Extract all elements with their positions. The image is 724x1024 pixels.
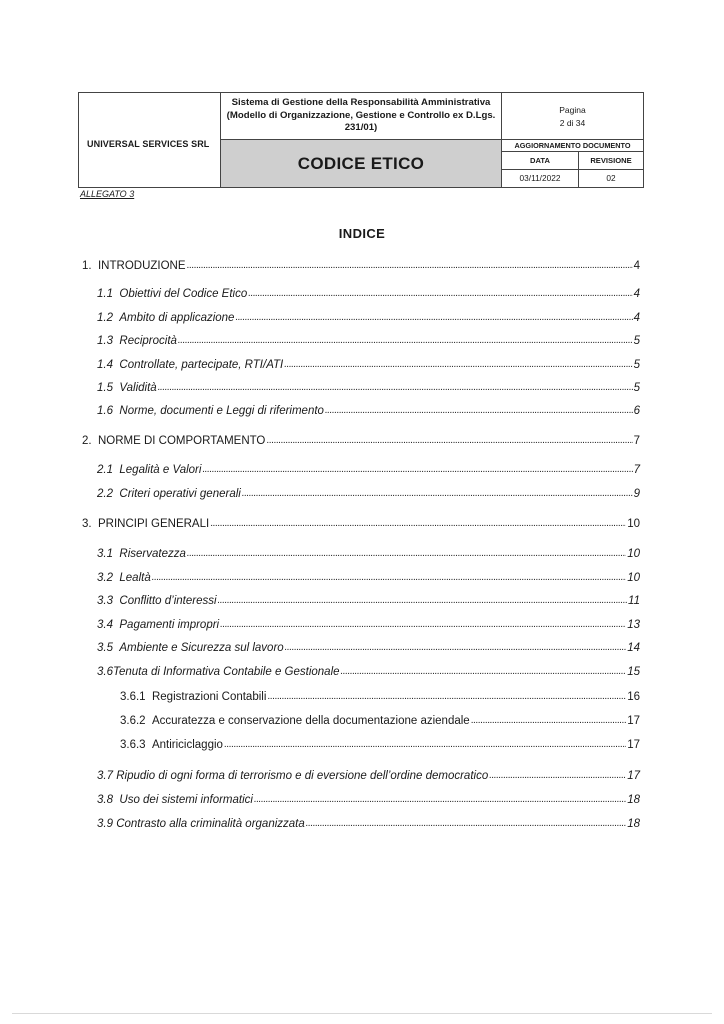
toc-leader-dots [202, 461, 632, 478]
toc-entry-number: 2.1 [97, 464, 113, 476]
toc-entry[interactable] [97, 570, 640, 586]
toc-entry-page: 5 [633, 335, 640, 347]
toc-entry-number: 3.6.2 [120, 715, 146, 727]
toc-entry-page: 5 [633, 382, 640, 394]
toc-leader-dots [220, 616, 626, 633]
toc-entry[interactable] [97, 640, 640, 656]
toc-entry-page: 18 [627, 794, 640, 806]
toc-leader-dots [341, 663, 627, 680]
toc-entry-label: Criteri operativi generali [119, 488, 241, 500]
doc-title: CODICE ETICO [297, 153, 425, 173]
toc-leader-dots [254, 791, 626, 808]
allegato-label: ALLEGATO 3 [80, 189, 135, 199]
date-value: 03/11/2022 [501, 170, 579, 187]
page-value: 2 di 34 [559, 118, 586, 128]
document-header-table [78, 92, 644, 188]
toc-entry-label: PRINCIPI GENERALI [97, 518, 210, 530]
toc-entry[interactable] [97, 768, 640, 784]
toc-entry-page: 18 [627, 818, 640, 830]
toc-entry-page: 10 [627, 548, 640, 560]
toc-entry[interactable] [97, 310, 640, 326]
toc-entry[interactable] [97, 462, 640, 478]
toc-entry-page: 16 [627, 691, 640, 703]
toc-entry-number: 3.6 [97, 666, 113, 678]
toc-entry-page: 13 [627, 619, 640, 631]
toc-entry-page: 5 [633, 359, 640, 371]
toc-leader-dots [284, 356, 632, 373]
toc-entry-label: Controllate, partecipate, RTI/ATI [119, 359, 284, 371]
toc-entry-number: 1.2 [97, 312, 113, 324]
toc-entry-number: 1.4 [97, 359, 113, 371]
toc-entry[interactable] [97, 403, 640, 419]
page-label: Pagina [559, 105, 586, 115]
toc-entry-number: 1.6 [97, 405, 113, 417]
toc-entry-label: Antiriciclaggio [151, 739, 223, 751]
toc-entry-number: 3.5 [97, 642, 113, 654]
toc-entry-number: 3.9 [97, 818, 113, 830]
toc-entry-label: Reciprocità [119, 335, 177, 347]
toc-entry-label: Ambiente e Sicurezza sul lavoro [119, 642, 284, 654]
toc-entry-number: 3. [82, 518, 92, 530]
toc-leader-dots [152, 569, 626, 586]
revision-label: REVISIONE [579, 152, 643, 170]
toc-entry-page: 7 [633, 464, 640, 476]
doc-title-cell [221, 140, 501, 187]
toc-leader-dots [218, 592, 628, 609]
toc-entry-label: Ripudio di ogni forma di terrorismo e di eversione dell’ordine democratico [116, 770, 489, 782]
toc-entry[interactable] [97, 486, 640, 502]
toc-entry-page: 17 [627, 739, 640, 751]
toc-entry-label: Norme, documenti e Leggi di riferimento [119, 405, 324, 417]
toc-leader-dots [210, 515, 626, 532]
toc-leader-dots [158, 379, 633, 396]
toc-entry-label: NORME DI COMPORTAMENTO [97, 435, 266, 447]
toc-entry-page: 17 [627, 715, 640, 727]
toc-entry-page: 7 [633, 435, 640, 447]
toc-entry-label: Validità [119, 382, 157, 394]
system-title: Sistema di Gestione della Responsabilità Amministrativa (Modello di Organizzazione, Gestione e Controllo ex D.Lgs. 231/01) [226, 97, 496, 134]
toc-leader-dots [489, 767, 626, 784]
index-title: INDICE [338, 226, 386, 241]
toc-leader-dots [235, 309, 632, 326]
revision-value: 02 [606, 173, 616, 183]
toc-entry[interactable] [97, 380, 640, 396]
toc-entry-label: Obiettivi del Codice Etico [119, 288, 248, 300]
toc-leader-dots [187, 257, 633, 274]
toc-leader-dots [306, 815, 626, 832]
toc-entry-number: 3.8 [97, 794, 113, 806]
toc-entry-number: 1. [82, 260, 92, 272]
toc-entry[interactable] [97, 546, 640, 562]
toc-entry[interactable] [97, 617, 640, 633]
toc-entry-number: 3.6.1 [120, 691, 146, 703]
toc-entry-page: 11 [628, 595, 640, 607]
toc-entry[interactable] [97, 816, 640, 832]
toc-leader-dots [187, 545, 626, 562]
toc-entry-number: 2.2 [97, 488, 113, 500]
toc-entry-label: Registrazioni Contabili [151, 691, 267, 703]
toc-entry[interactable] [120, 737, 640, 753]
toc-entry[interactable] [97, 286, 640, 302]
toc-leader-dots [285, 639, 627, 656]
toc-entry[interactable] [97, 664, 640, 680]
update-label: AGGIORNAMENTO DOCUMENTO [501, 140, 643, 152]
toc-entry[interactable] [97, 357, 640, 373]
toc-entry-label: Pagamenti impropri [119, 619, 220, 631]
toc-entry-label: Uso dei sistemi informatici [119, 794, 253, 806]
toc-leader-dots [267, 688, 626, 705]
toc-entry-number: 1.3 [97, 335, 113, 347]
toc-entry-label: Riservatezza [119, 548, 186, 560]
toc-leader-dots [325, 402, 633, 419]
toc-entry-label: Conflitto d’interessi [119, 595, 217, 607]
toc-entry-label: Contrasto alla criminalità organizzata [116, 818, 305, 830]
toc-leader-dots [224, 736, 626, 753]
toc-entry-number: 3.6.3 [120, 739, 146, 751]
page-cell [501, 93, 643, 140]
toc-entry-label: Lealtà [119, 572, 151, 584]
toc-leader-dots [248, 285, 632, 302]
toc-entry-label: Accuratezza e conservazione della documentazione aziendale [151, 715, 470, 727]
toc-entry-number: 3.3 [97, 595, 113, 607]
toc-entry[interactable] [82, 258, 640, 274]
toc-entry-label: INTRODUZIONE [97, 260, 186, 272]
toc-entry-page: 17 [627, 770, 640, 782]
toc-entry-number: 3.1 [97, 548, 113, 560]
toc-entry-label: Tenuta di Informativa Contabile e Gestionale [113, 666, 340, 678]
toc-entry-number: 3.4 [97, 619, 113, 631]
toc-entry-number: 1.1 [97, 288, 113, 300]
toc-leader-dots [178, 332, 633, 349]
toc-entry[interactable] [97, 333, 640, 349]
toc-entry[interactable] [82, 516, 640, 532]
toc-entry[interactable] [97, 593, 640, 609]
system-title-cell [221, 93, 501, 140]
toc-entry-page: 14 [627, 642, 640, 654]
toc-entry[interactable] [120, 689, 640, 705]
toc-entry-number: 1.5 [97, 382, 113, 394]
toc-leader-dots [266, 432, 632, 449]
toc-entry-label: Legalità e Valori [119, 464, 202, 476]
toc-leader-dots [242, 485, 633, 502]
toc-entry-page: 4 [633, 312, 640, 324]
toc-entry[interactable] [82, 433, 640, 449]
company-cell [79, 93, 221, 187]
toc-entry[interactable] [97, 792, 640, 808]
toc-entry-page: 4 [633, 260, 640, 272]
toc-entry-number: 3.7 [97, 770, 113, 782]
toc-entry-page: 10 [627, 518, 640, 530]
toc-entry-page: 10 [627, 572, 640, 584]
toc-entry-page: 4 [633, 288, 640, 300]
toc-entry-number: 2. [82, 435, 92, 447]
page-bottom-edge [12, 1013, 712, 1014]
toc-entry-label: Ambito di applicazione [119, 312, 235, 324]
toc-entry-number: 3.2 [97, 572, 113, 584]
toc-entry-page: 6 [633, 405, 640, 417]
company-name: UNIVERSAL SERVICES SRL [87, 139, 210, 149]
toc-entry[interactable] [120, 713, 640, 729]
toc-entry-page: 9 [633, 488, 640, 500]
toc-leader-dots [471, 712, 627, 729]
date-label: DATA [501, 152, 579, 170]
toc-entry-page: 15 [627, 666, 640, 678]
